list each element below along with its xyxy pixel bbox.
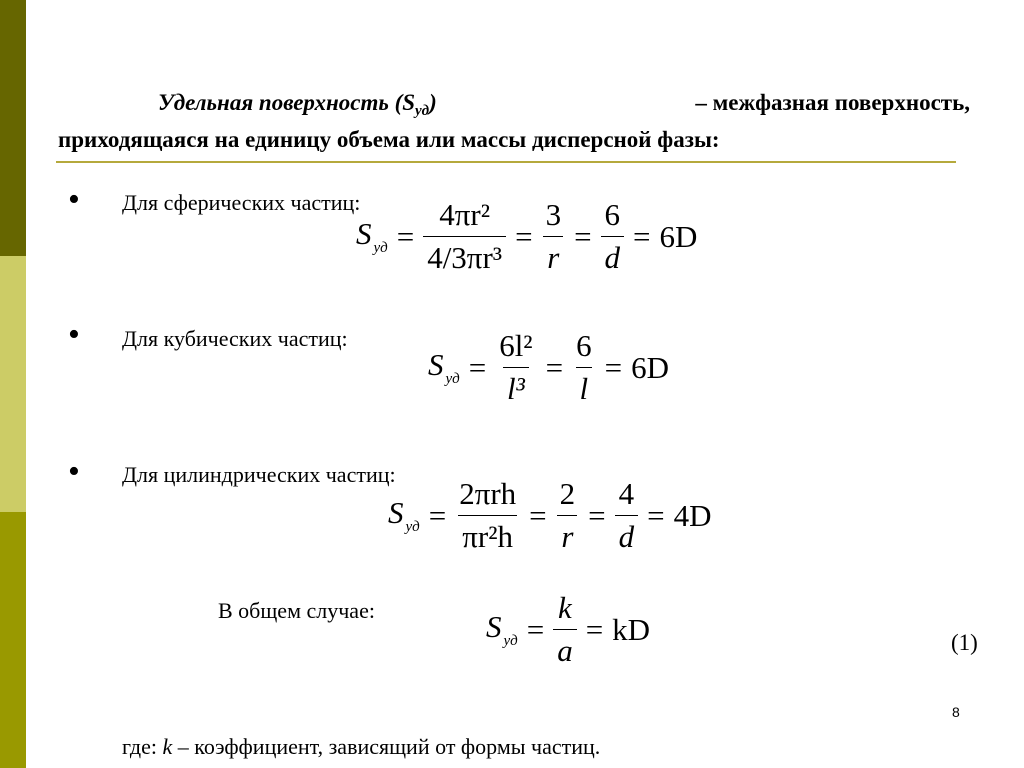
label-spherical: Для сферических частиц:: [122, 190, 361, 215]
title-line-1: [58, 86, 970, 123]
title-term: Удельная поверхность $(S_{уд})$: [158, 90, 437, 119]
formula-lhs: S $_{уд}$: [428, 347, 460, 387]
label-cylindrical: Для цилиндрических частиц:: [122, 462, 396, 487]
bullet-icon: •: [68, 453, 80, 490]
title-divider: [56, 161, 956, 163]
sidebar-block-top: [0, 0, 26, 256]
title-definition-start: – межфазная поверхность,: [695, 90, 970, 115]
bullet-icon: •: [68, 316, 80, 353]
sidebar-block-middle: [0, 256, 26, 512]
formula-general: S $_{уд}$ = $\frac{k}{a}$ = kD: [486, 590, 651, 668]
sidebar-block-bottom: [0, 512, 26, 768]
page-number: 8: [952, 704, 960, 720]
formula-lhs: S $_{уд}$: [486, 609, 518, 649]
formula-lhs: S $_{уд}$: [388, 495, 420, 535]
formula-result: 6D: [659, 218, 698, 254]
equation-number: (1): [951, 630, 978, 655]
title-line-2: приходящаяся на единицу объема или массы дисперсной фазы:: [58, 127, 720, 152]
formula-lhs: S $_{уд}$: [356, 216, 388, 256]
slide-title: [58, 86, 970, 157]
formula-cylindrical: S $_{уд}$ = $\frac{\text{2πrh}}{\text{πr²h}}$ = $\frac{2}{r}$ = $\frac{4}{d}$ = 4D: [388, 476, 712, 554]
formula-cubic: S $_{уд}$ = $\frac{\text{6l²}}{\text{l³}}$ = $\frac{6}{l}$ = 6D: [428, 328, 669, 406]
footnote: где: k – коэффициент, зависящий от формы частиц.: [122, 734, 601, 759]
formula-spherical: S $_{уд}$ = $\frac{\text{4πr²}}{\text{4/3πr³}}$ = $\frac{3}{r}$ = $\frac{6}{d}$ = 6D: [356, 197, 698, 275]
formula-result: kD: [612, 611, 651, 647]
sidebar-decoration: [0, 0, 26, 768]
label-cubic: Для кубических частиц:: [122, 326, 348, 351]
label-general: В общем случае:: [218, 598, 375, 623]
formula-result: 4D: [673, 497, 712, 533]
formula-result: 6D: [631, 349, 669, 385]
bullet-icon: •: [68, 181, 80, 218]
